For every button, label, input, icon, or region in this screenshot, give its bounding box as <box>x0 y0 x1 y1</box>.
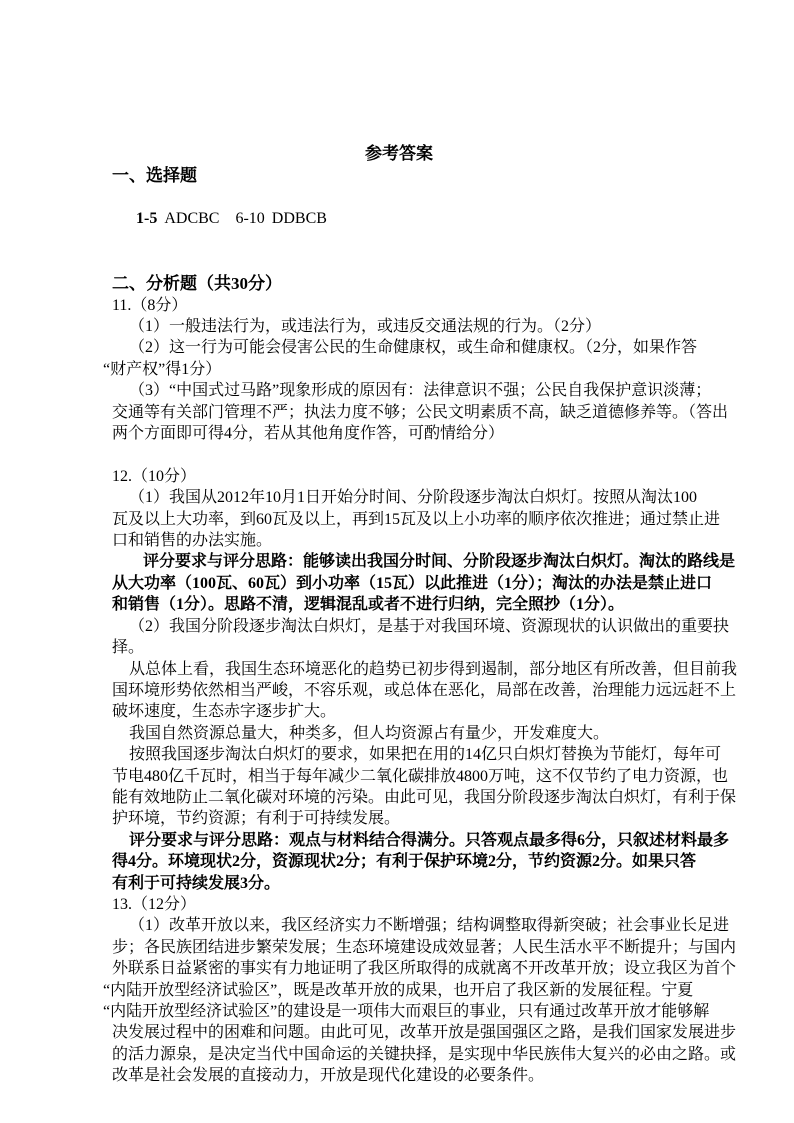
q12-environment-line: 国环境形势依然相当严峻，不容乐观，或总体在恶化，局部在改善，治理能力远远赶不上 <box>112 681 737 699</box>
mc-answers-1-5: ADCBC <box>164 210 220 228</box>
q11-part3-line: 交通等有关部门管理不严；执法力度不够；公民文明素质不高，缺乏道德修养等。（答出 <box>112 403 729 421</box>
q11-number: 11.（8分） <box>112 296 188 314</box>
blank-line <box>112 251 686 272</box>
q13-part1-line: 步；各民族团结进步繁荣发展；生态环境建设成效显著；人民生活水平不断提升；与国内 <box>112 938 737 956</box>
multiple-choice-answers-line <box>112 187 686 251</box>
q12-part2-scoring-line: 有利于可持续发展3分。 <box>112 874 281 892</box>
section-heading-analysis: 二、分析题（共30分） <box>112 273 282 293</box>
q12-environment-line: 从总体上看，我国生态环境恶化的趋势已初步得到遏制，部分地区有所改善，但目前我 <box>129 660 738 678</box>
mc-range-6-10: 6-10 <box>235 210 265 228</box>
mc-range-1-5: 1-5 <box>136 210 158 228</box>
q12-part2-line: （2）我国分阶段逐步淘汰白炽灯，是基于对我国环境、资源现状的认识做出的重要抉 <box>129 617 730 635</box>
q12-part1-scoring-line: 从大功率（100瓦、60瓦）到小功率（15瓦）以此推进（1分）；淘汰的办法是禁止进口 <box>112 574 713 592</box>
section-heading-multiple-choice: 一、选择题 <box>112 166 197 185</box>
q13-part1-line: “内陆开放型经济试验区”，既是改革开放的成果，也开启了我区新的发展征程。宁夏 <box>103 981 694 999</box>
q13-part1-line: 改革是社会发展的直接动力，开放是现代化建设的必要条件。 <box>112 1067 545 1085</box>
q12-part1-line: 口和销售的办法实施。 <box>112 532 273 550</box>
q12-part1-line: （1）我国从2012年10月1日开始分时间、分阶段逐步淘汰白炽灯。按照从淘汰100 <box>129 489 698 507</box>
q12-part2-scoring-line: 得4分。环境现状2分，资源现状2分；有利于保护环境2分，节约资源2分。如果只答 <box>112 853 697 871</box>
q11-part1-line: （1）一般违法行为，或违法行为，或违反交通法规的行为。（2分） <box>129 318 602 336</box>
q13-part1-line: 外联系日益紧密的事实有力地证明了我区所取得的成就离不开改革开放；设立我区为首个 <box>112 960 737 978</box>
q13-part1-line: 的活力源泉，是决定当代中国命运的关键抉择，是实现中华民族伟大复兴的必由之路。或 <box>112 1045 737 1063</box>
q12-conclusion-line: 护环境，节约资源；有利于可持续发展。 <box>112 810 401 828</box>
q13-part1-line: （1）改革开放以来，我区经济实力不断增强；结构调整取得新突破；社会事业长足进 <box>129 917 730 935</box>
q12-conclusion-line: 按照我国逐步淘汰白炽灯的要求，如果把在用的14亿只白炽灯替换为节能灯，每年可 <box>129 746 722 764</box>
q12-number: 12.（10分） <box>112 467 197 485</box>
q12-part1-line: 瓦及以上大功率，到60瓦及以上，再到15瓦及以上小功率的顺序依次推进；通过禁止进 <box>112 510 721 528</box>
q12-part1-scoring-line: 评分要求与评分思路：能够读出我国分时间、分阶段逐步淘汰白炽灯。淘汰的路线是 <box>143 553 736 571</box>
q11-part2-line: （2）这一行为可能会侵害公民的生命健康权，或生命和健康权。（2分，如果作答 <box>129 339 698 357</box>
q13-part1-line: 决发展过程中的困难和问题。由此可见，改革开放是强国强区之路，是我们国家发展进步 <box>112 1024 737 1042</box>
q13-part1-line: “内陆开放型经济试验区”的建设是一项伟大而艰巨的事业，只有通过改革开放才能够解 <box>103 1003 710 1020</box>
q12-environment-line: 破坏速度，生态赤字逐步扩大。 <box>112 703 337 721</box>
mc-answers-6-10: DDBCB <box>271 210 327 228</box>
document-title: 参考答案 <box>365 144 433 163</box>
q12-resources-line: 我国自然资源总量大，种类多，但人均资源占有量少，开发难度大。 <box>129 724 610 742</box>
blank-line <box>112 444 686 465</box>
q11-part3-line: （3）“中国式过马路”现象形成的原因有：法律意识不强；公民自我保护意识淡薄； <box>129 382 712 400</box>
q12-conclusion-line: 能有效地防止二氧化碳对环境的污染。由此可见，我国分阶段逐步淘汰白炽灯，有利于保 <box>112 788 737 806</box>
q11-part2-line: “财产权”得1分） <box>103 360 222 378</box>
q12-part2-scoring-line: 评分要求与评分思路：观点与材料结合得满分。只答观点最多得6分，只叙述材料最多 <box>129 831 730 849</box>
q12-part2-line: 择。 <box>112 639 145 657</box>
q12-part1-scoring-line: 和销售（1分）。思路不清，逻辑混乱或者不进行归纳，完全照抄（1分）。 <box>112 596 625 614</box>
q13-number: 13.（12分） <box>112 895 197 913</box>
q12-conclusion-line: 节电480亿千瓦时，相当于每年减少二氧化碳排放4800万吨，这不仅节约了电力资源，也 <box>112 767 729 785</box>
q11-part3-line: 两个方面即可得4分，若从其他角度作答，可酌情给分） <box>112 425 505 443</box>
